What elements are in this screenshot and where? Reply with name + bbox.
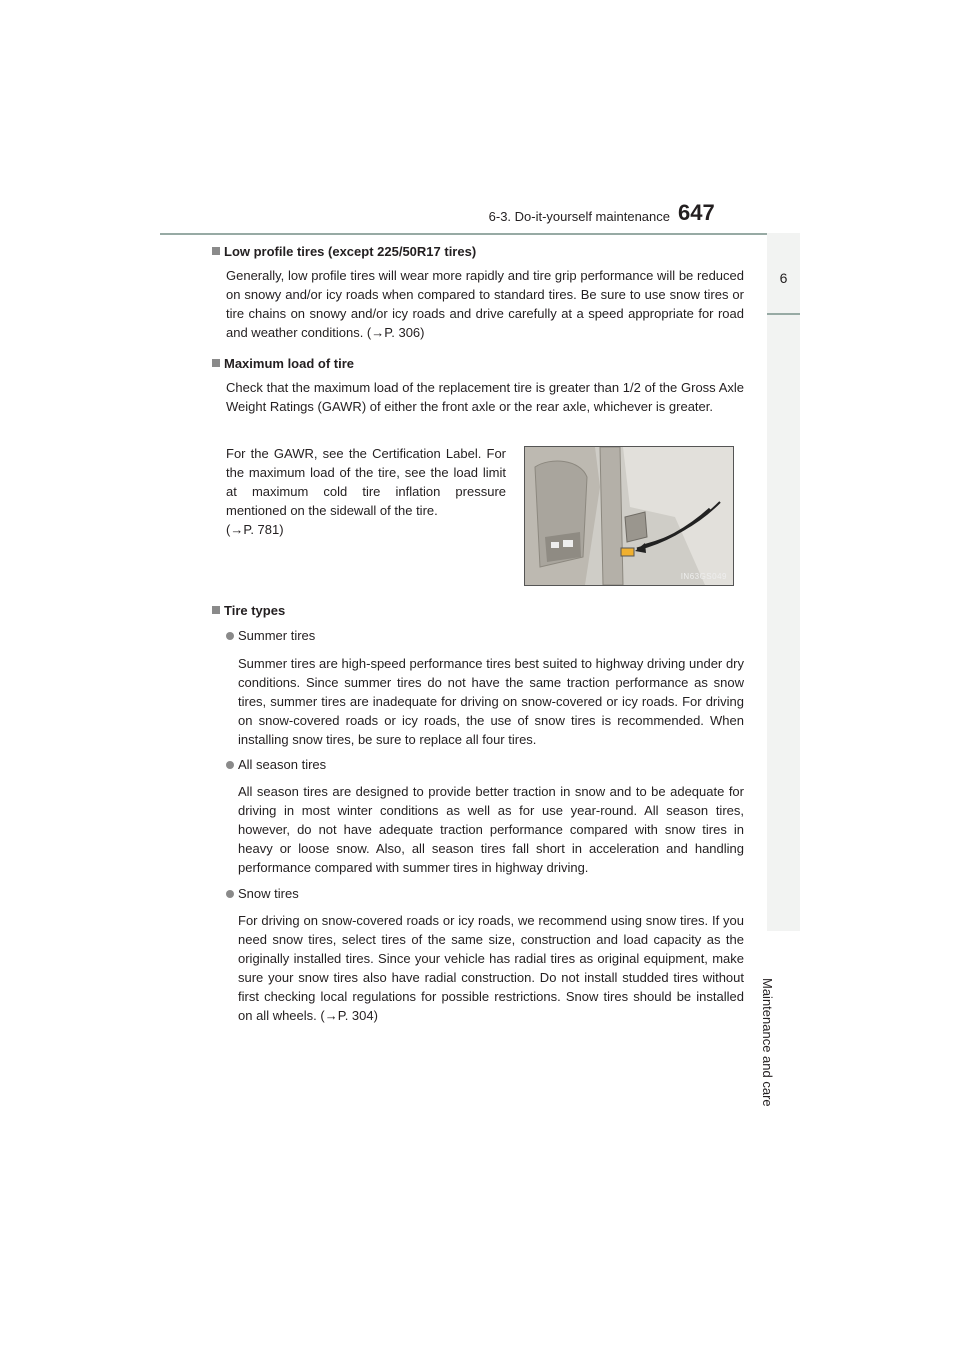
square-bullet-icon <box>212 247 220 255</box>
circle-bullet-icon <box>226 761 234 769</box>
tab-divider <box>767 313 800 315</box>
bullet-all-season-tires: All season tires <box>226 757 326 772</box>
heading-tire-types: Tire types <box>212 603 285 618</box>
heading-low-profile: Low profile tires (except 225/50R17 tires) <box>212 244 476 259</box>
summer-tires-body: Summer tires are high-speed performance tires best suited to highway driving under dry conditions. Since summer tires do not have the same traction performance as snow tires, summer tires are inadequate for driving on snow-covered or icy roads. For driving on snow-covered roads or icy roads, the use of snow tires is recommended. When installing snow tires, be sure to replace all four tires. <box>238 656 744 747</box>
chapter-number: 6 <box>779 270 788 286</box>
bullet-snow-tires: Snow tires <box>226 886 299 901</box>
figure-page-ref: (→P. 781) <box>226 522 284 537</box>
certification-label-figure <box>524 446 734 586</box>
all-season-tires-body: All season tires are designed to provide better traction in snow and to be adequate for driving in most winter conditions as well as for use year-round. All season tires, however, do not have adequate traction performance compared with snow tires in heavy or loose snow. Also, all season tires fall short in acceleration and handling performance compared with summer tires in highway driving. <box>238 784 744 875</box>
page-number: 647 <box>678 200 715 225</box>
section-title: 6-3. Do-it-yourself maintenance <box>488 209 670 224</box>
chapter-side-tab <box>760 233 800 1107</box>
figure-caption: For the GAWR, see the Certification Label. For the maximum load of the tire, see the load limit at maximum cold tire inflation pressure mentioned on the sidewall of the tire. <box>226 446 506 518</box>
door-pillar-illustration-icon <box>525 447 733 585</box>
snow-tires-body: For driving on snow-covered roads or icy roads, we recommend using snow tires. If you need snow tires, select tires of the same size, construction and load capacity as the originally installed tires. Since your vehicle has radial tires as original equipment, make sure your snow tires also have radial construction. Do not install studded tires without first checking local regulations for possible restrictions. Snow tires should be installed on all wheels. (→P. 304) <box>238 913 744 1023</box>
low-profile-body: Generally, low profile tires will wear more rapidly and tire grip performance will be reduced on snowy and/or icy roads when compared to standard tires. Be sure to use snow tires or tire chains on snowy and/or icy roads and drive carefully at a speed appropriate for road and weather conditions. (→P. 306) <box>226 268 744 340</box>
bullet-summer-tires: Summer tires <box>226 628 315 643</box>
figure-code: IN63GS049 <box>680 572 727 581</box>
chapter-title: Maintenance and care <box>760 978 775 1107</box>
circle-bullet-icon <box>226 890 234 898</box>
max-load-body: Check that the maximum load of the replacement tire is greater than 1/2 of the Gross Axle Weight Ratings (GAWR) of either the front axle or the rear axle, whichever is greater. <box>226 380 744 414</box>
header-rule <box>160 233 800 235</box>
heading-max-load: Maximum load of tire <box>212 356 354 371</box>
page-header <box>0 0 960 240</box>
square-bullet-icon <box>212 359 220 367</box>
circle-bullet-icon <box>226 632 234 640</box>
square-bullet-icon <box>212 606 220 614</box>
